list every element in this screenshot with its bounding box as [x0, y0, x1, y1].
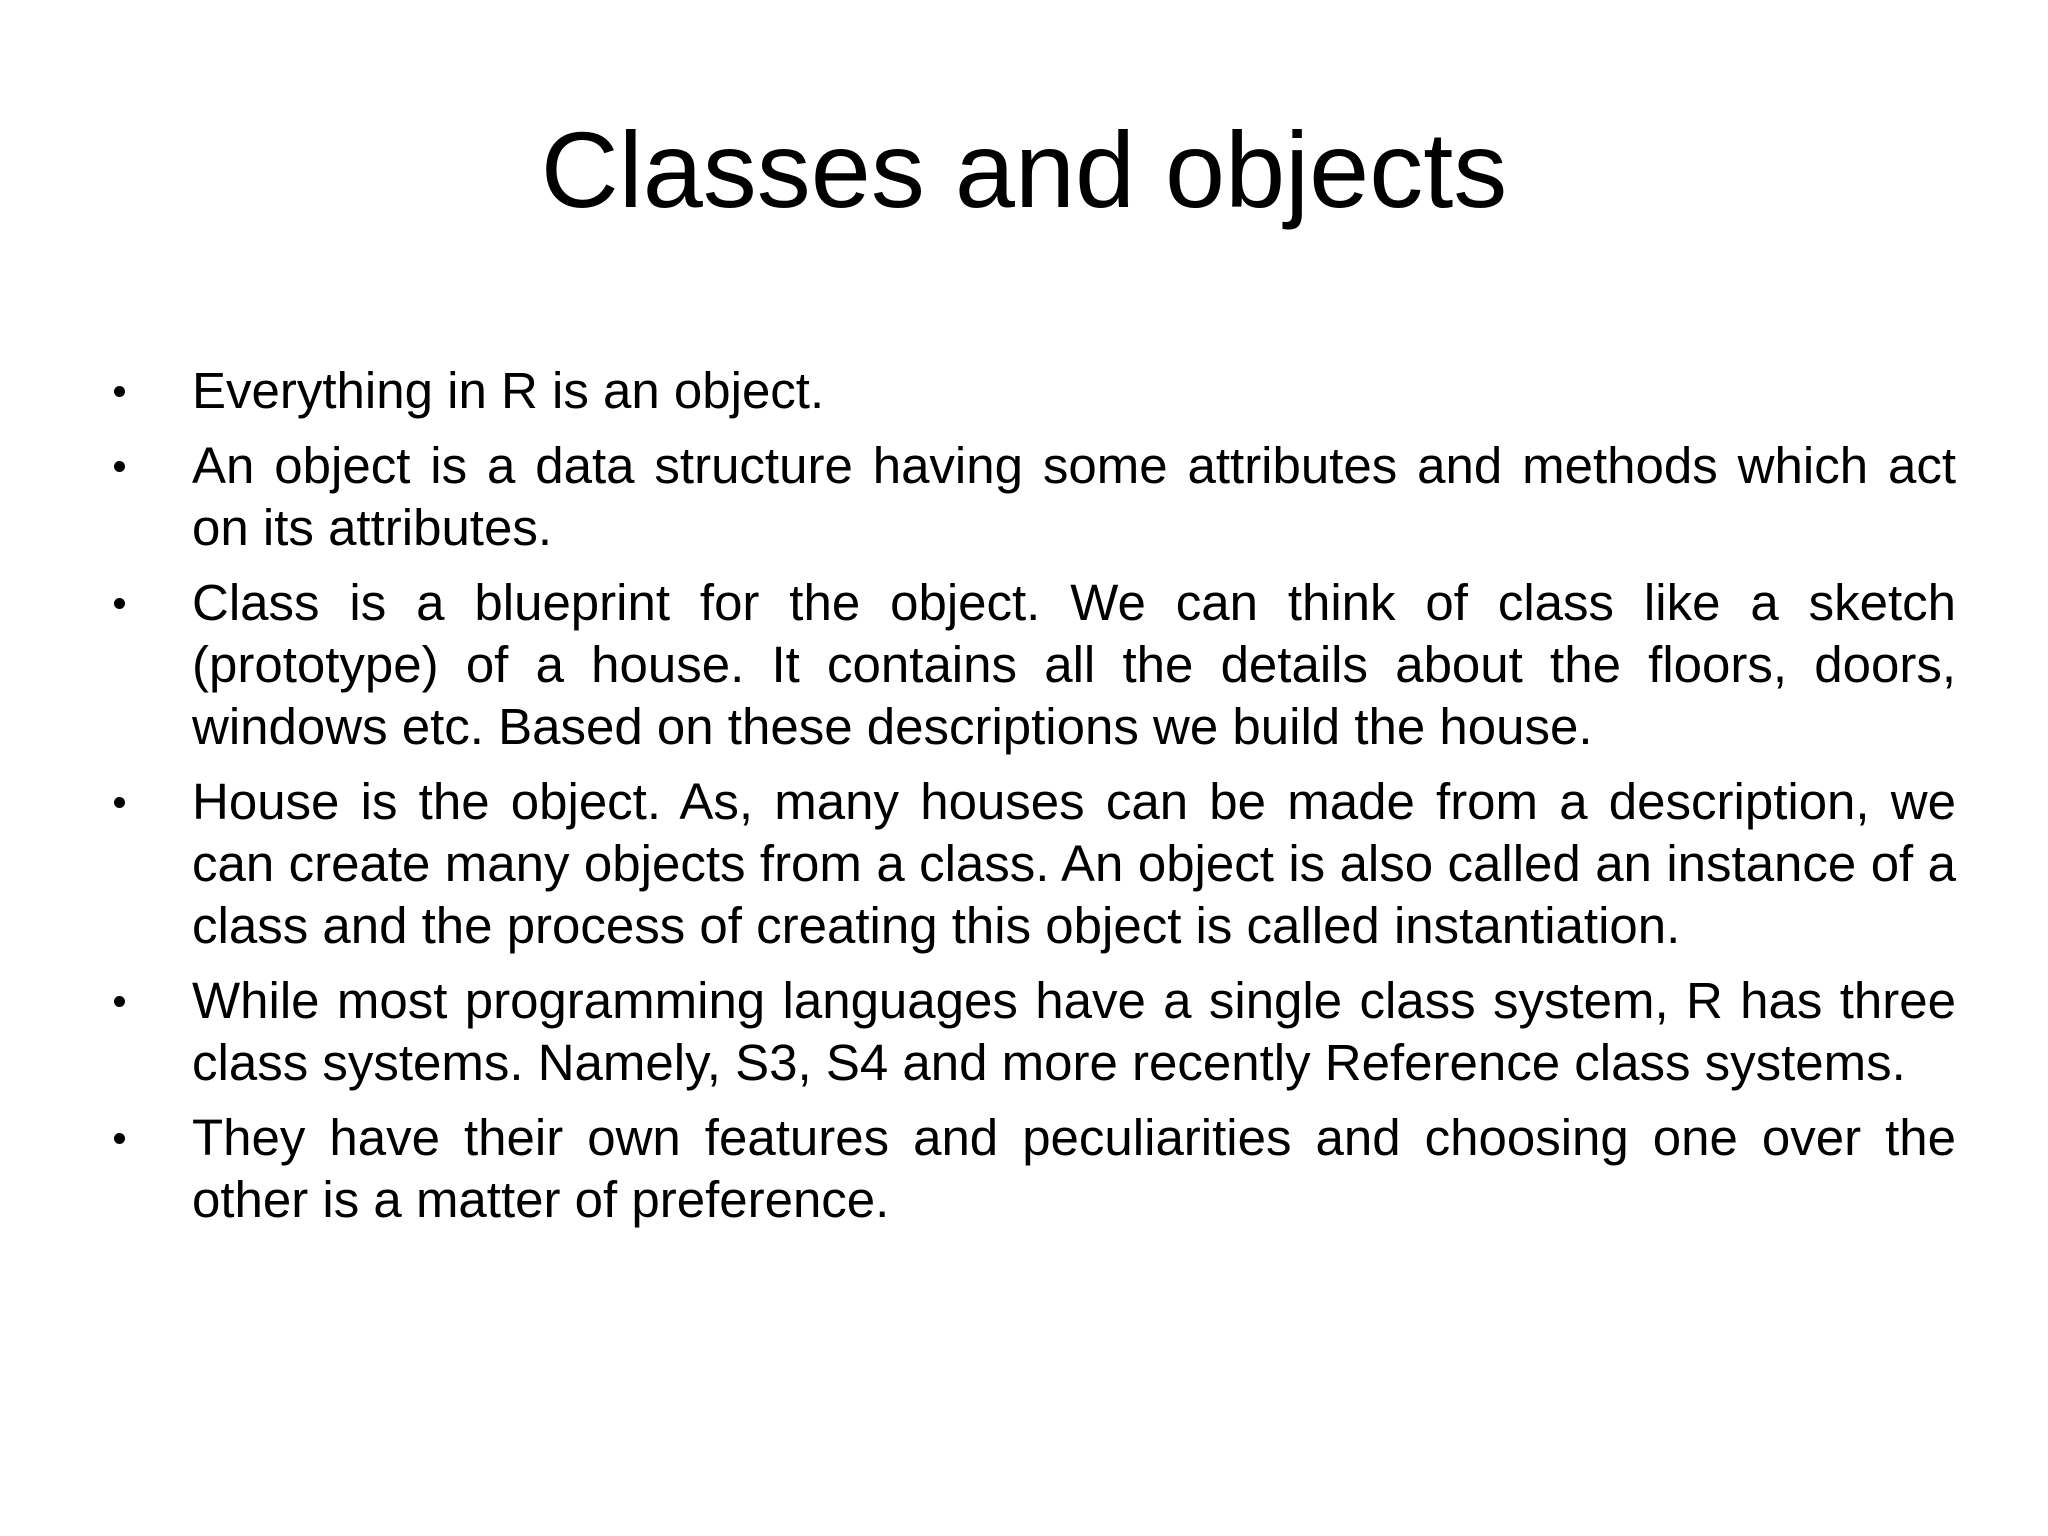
bullet-dot-icon — [114, 797, 125, 808]
bullet-item — [110, 1107, 1956, 1231]
bullet-dot-icon — [114, 386, 125, 397]
slide-title: Classes and objects — [540, 109, 1508, 230]
bullet-item — [110, 771, 1956, 957]
bullet-item — [110, 360, 1956, 422]
bullet-list — [110, 360, 1956, 1244]
bullet-item — [110, 970, 1956, 1094]
bullet-text: Everything in R is an object. — [192, 362, 825, 419]
bullet-dot-icon — [114, 1133, 125, 1144]
bullet-item — [110, 435, 1956, 559]
bullet-dot-icon — [114, 996, 125, 1007]
bullet-text: House is the object. As, many houses can be made from a description, we can create many objects from a class. An object is also called an instance of a class and the process of creating this object is called instantiation. — [192, 773, 1956, 954]
bullet-text: They have their own features and peculiarities and choosing one over the other is a matter of preference. — [192, 1109, 1956, 1228]
bullet-text: Class is a blueprint for the object. We can think of class like a sketch (prototype) of a house. It contains all the details about the floors, doors, windows etc. Based on these descriptions we build the house. — [192, 574, 1956, 755]
bullet-dot-icon — [114, 598, 125, 609]
bullet-text: An object is a data structure having some attributes and methods which act on its attributes. — [192, 437, 1956, 556]
bullet-item — [110, 572, 1956, 758]
bullet-dot-icon — [114, 461, 125, 472]
bullet-text: While most programming languages have a single class system, R has three class systems. Namely, S3, S4 and more recently Reference class systems. — [192, 972, 1956, 1091]
